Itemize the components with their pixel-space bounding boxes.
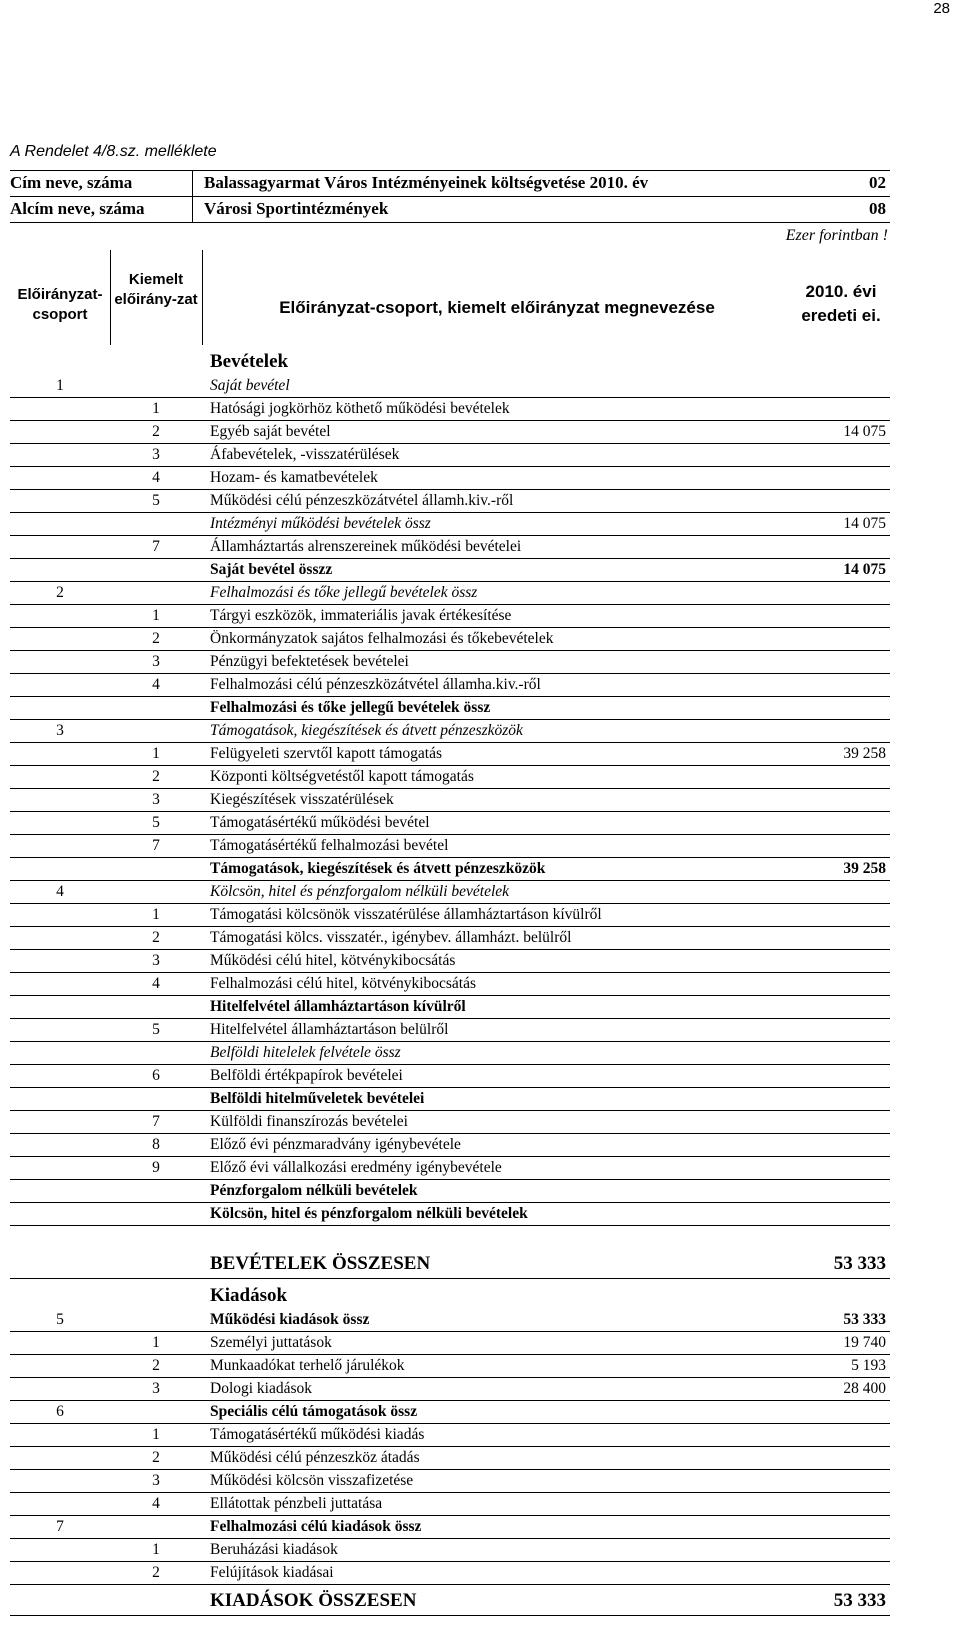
table-row xyxy=(10,467,890,490)
item-number: 2 xyxy=(152,423,160,440)
item-amount: 14 075 xyxy=(843,515,886,532)
item-number: 6 xyxy=(152,1067,160,1084)
table-row xyxy=(10,1065,890,1088)
item-name: Működési célú pénzeszköz átadás xyxy=(210,1449,420,1466)
table-row xyxy=(10,651,890,674)
table-row xyxy=(10,582,890,605)
item-name: Működési célú pénzeszközátvétel államh.kiv.-ről xyxy=(210,492,514,509)
item-amount: 53 333 xyxy=(833,1590,886,1611)
item-name: Támogatásértékű működési kiadás xyxy=(210,1426,425,1443)
item-name: Működési kölcsön visszafizetése xyxy=(210,1472,414,1489)
col-name-header: Előirányzat-csoport, kiemelt előirányzat megnevezése xyxy=(279,298,715,317)
subtitle-value: Városi Sportintézmények xyxy=(204,199,389,218)
table-row xyxy=(10,1111,890,1134)
item-number: 3 xyxy=(152,952,160,969)
item-number: 5 xyxy=(152,1021,160,1038)
group-number: 5 xyxy=(56,1311,64,1328)
item-name: Kölcsön, hitel és pénzforgalom nélküli bevételek xyxy=(210,1205,528,1222)
group-number: 1 xyxy=(56,377,64,394)
page-number: 28 xyxy=(933,0,950,17)
item-name: Munkaadókat terhelő járulékok xyxy=(210,1357,405,1374)
item-name: Kölcsön, hitel és pénzforgalom nélküli bevételek xyxy=(210,883,510,900)
item-number: 2 xyxy=(152,630,160,647)
title-code: 02 xyxy=(869,173,886,192)
table-row xyxy=(10,858,890,881)
table-row xyxy=(10,1447,890,1470)
table-row xyxy=(10,1226,890,1248)
item-number: 8 xyxy=(152,1136,160,1153)
table-row xyxy=(10,1309,890,1332)
table-row xyxy=(10,1562,890,1585)
item-name: Felügyeleti szervtől kapott támogatás xyxy=(210,745,443,762)
item-name: Belföldi hitelműveletek bevételei xyxy=(210,1090,425,1107)
item-name: Saját bevétel összz xyxy=(210,561,333,578)
table-row xyxy=(10,1332,890,1355)
table-row xyxy=(10,1424,890,1447)
item-amount: 14 075 xyxy=(843,561,886,578)
item-name: Államháztartás alrenszereinek működési bevételei xyxy=(210,538,522,555)
item-name: Intézményi működési bevételek össz xyxy=(210,515,431,532)
item-name: Kiadások xyxy=(210,1285,288,1306)
item-amount: 5 193 xyxy=(851,1357,886,1374)
item-number: 7 xyxy=(152,1113,160,1130)
table-row xyxy=(10,1248,890,1279)
item-name: Speciális célú támogatások össz xyxy=(210,1403,418,1420)
item-number: 7 xyxy=(152,837,160,854)
item-amount: 39 258 xyxy=(843,860,886,877)
group-number: 3 xyxy=(56,722,64,739)
item-name: Működési célú hitel, kötvénykibocsátás xyxy=(210,952,456,969)
table-row xyxy=(10,1279,890,1309)
table-row xyxy=(10,1539,890,1562)
table-row xyxy=(10,1088,890,1111)
item-name: Felhalmozási célú hitel, kötvénykibocsátás xyxy=(210,975,477,992)
table-row xyxy=(10,1180,890,1203)
item-number: 3 xyxy=(152,1380,160,1397)
item-number: 4 xyxy=(152,676,160,693)
item-name: BEVÉTELEK ÖSSZESEN xyxy=(210,1253,431,1274)
item-number: 2 xyxy=(152,1357,160,1374)
subtitle-code: 08 xyxy=(869,199,886,218)
table-row xyxy=(10,1470,890,1493)
table-row xyxy=(10,1042,890,1065)
item-name: Hitelfelvétel államháztartáson belülről xyxy=(210,1021,449,1038)
item-number: 3 xyxy=(152,791,160,808)
table-row xyxy=(10,1203,890,1226)
item-name: Felhalmozási célú kiadások össz xyxy=(210,1518,422,1535)
item-number: 2 xyxy=(152,1564,160,1581)
item-name: Saját bevétel xyxy=(210,377,290,394)
item-name: KIADÁSOK ÖSSZESEN xyxy=(210,1590,417,1611)
item-number: 7 xyxy=(152,538,160,555)
item-number: 4 xyxy=(152,1495,160,1512)
table-row xyxy=(10,628,890,651)
unit-note: Ezer forintban ! xyxy=(785,227,888,244)
item-number: 3 xyxy=(152,446,160,463)
group-number: 6 xyxy=(56,1403,64,1420)
item-name: Támogatásértékű felhalmozási bevétel xyxy=(210,837,449,854)
table-row xyxy=(10,421,890,444)
table-row xyxy=(10,559,890,582)
table-row xyxy=(10,927,890,950)
table-row xyxy=(10,1378,890,1401)
table-row xyxy=(10,720,890,743)
item-name: Központi költségvetéstől kapott támogatás xyxy=(210,768,474,785)
table-row xyxy=(10,674,890,697)
item-name: Belföldi értékpapírok bevételei xyxy=(210,1067,403,1084)
table-row xyxy=(10,835,890,858)
table-row xyxy=(10,1585,890,1616)
table-row xyxy=(10,513,890,536)
table-row xyxy=(10,375,890,398)
item-name: Támogatások, kiegészítések és átvett pénzeszközök xyxy=(210,722,523,739)
table-row xyxy=(10,743,890,766)
item-name: Támogatások, kiegészítések és átvett pénzeszközök xyxy=(210,860,546,877)
item-number: 2 xyxy=(152,1449,160,1466)
item-name: Tárgyi eszközök, immateriális javak értékesítése xyxy=(210,607,512,624)
col-divider xyxy=(110,250,111,345)
item-name: Ellátottak pénzbeli juttatása xyxy=(210,1495,383,1512)
table-row xyxy=(10,904,890,927)
table-row xyxy=(10,996,890,1019)
table-row xyxy=(10,605,890,628)
col-divider xyxy=(202,250,203,345)
table-row xyxy=(10,1401,890,1424)
subtitle-row xyxy=(10,197,890,223)
table-row xyxy=(10,398,890,421)
item-number: 1 xyxy=(152,745,160,762)
item-name: Felhalmozási és tőke jellegű bevételek össz xyxy=(210,584,478,601)
item-amount: 28 400 xyxy=(843,1380,886,1397)
col-amount-header: 2010. évi eredeti ei. xyxy=(801,282,881,325)
item-number: 3 xyxy=(152,1472,160,1489)
item-amount: 53 333 xyxy=(843,1311,886,1328)
item-number: 9 xyxy=(152,1159,160,1176)
annex-label: A Rendelet 4/8.sz. melléklete xyxy=(10,143,217,160)
table-row xyxy=(10,1157,890,1180)
table-row xyxy=(10,345,890,375)
item-amount: 14 075 xyxy=(843,423,886,440)
table-row xyxy=(10,1019,890,1042)
item-number: 5 xyxy=(152,814,160,831)
item-number: 4 xyxy=(152,469,160,486)
item-name: Pénzügyi befektetések bevételei xyxy=(210,653,409,670)
item-name: Pénzforgalom nélküli bevételek xyxy=(210,1182,418,1199)
group-number: 2 xyxy=(56,584,64,601)
subtitle-label: Alcím neve, száma xyxy=(10,199,145,218)
item-name: Előző évi vállalkozási eredmény igénybevétele xyxy=(210,1159,502,1176)
item-name: Hatósági jogkörhöz köthető működési bevételek xyxy=(210,400,510,417)
item-name: Hozam- és kamatbevételek xyxy=(210,469,378,486)
header-divider xyxy=(192,170,193,222)
item-number: 1 xyxy=(152,607,160,624)
table-row xyxy=(10,490,890,513)
table-row xyxy=(10,444,890,467)
item-name: Áfabevételek, -visszatérülések xyxy=(210,446,400,463)
item-number: 3 xyxy=(152,653,160,670)
item-number: 1 xyxy=(152,1541,160,1558)
table-row xyxy=(10,1134,890,1157)
item-name: Előző évi pénzmaradvány igénybevétele xyxy=(210,1136,461,1153)
item-number: 2 xyxy=(152,768,160,785)
item-name: Támogatási kölcs. visszatér., igénybev. államházt. belülről xyxy=(210,929,572,946)
item-name: Beruházási kiadások xyxy=(210,1541,338,1558)
item-name: Dologi kiadások xyxy=(210,1380,313,1397)
item-name: Felhalmozási és tőke jellegű bevételek össz xyxy=(210,699,491,716)
item-name: Külföldi finanszírozás bevételei xyxy=(210,1113,408,1130)
item-number: 1 xyxy=(152,906,160,923)
item-number: 1 xyxy=(152,1334,160,1351)
item-amount: 19 740 xyxy=(843,1334,886,1351)
table-row xyxy=(10,1493,890,1516)
item-name: Egyéb saját bevétel xyxy=(210,423,331,440)
item-name: Hitelfelvétel államháztartáson kívülről xyxy=(210,998,466,1015)
table-row xyxy=(10,812,890,835)
title-value: Balassagyarmat Város Intézményeinek költségvetése 2010. év xyxy=(204,173,649,192)
table-row xyxy=(10,950,890,973)
item-number: 5 xyxy=(152,492,160,509)
item-name: Felhalmozási célú pénzeszközátvétel államha.kiv.-ről xyxy=(210,676,541,693)
title-label: Cím neve, száma xyxy=(10,173,133,192)
table-row xyxy=(10,1355,890,1378)
group-number: 4 xyxy=(56,883,64,900)
table-row xyxy=(10,1516,890,1539)
table-row xyxy=(10,881,890,904)
item-name: Felújítások kiadásai xyxy=(210,1564,334,1581)
table-row xyxy=(10,697,890,720)
item-name: Támogatásértékű működési bevétel xyxy=(210,814,430,831)
item-number: 4 xyxy=(152,975,160,992)
table-row xyxy=(10,536,890,559)
title-row xyxy=(10,170,890,197)
table-row xyxy=(10,973,890,996)
item-name: Kiegészítések visszatérülések xyxy=(210,791,394,808)
item-number: 1 xyxy=(152,400,160,417)
table-row xyxy=(10,766,890,789)
item-name: Önkormányzatok sajátos felhalmozási és tőkebevételek xyxy=(210,630,554,647)
item-name: Bevételek xyxy=(210,351,289,372)
col-highlighted-header: Kiemelt előirány-zat xyxy=(114,271,198,308)
item-name: Belföldi hitelelek felvétele össz xyxy=(210,1044,401,1061)
table-row xyxy=(10,789,890,812)
group-number: 7 xyxy=(56,1518,64,1535)
column-headers xyxy=(10,250,890,345)
item-amount: 39 258 xyxy=(843,745,886,762)
item-name: Személyi juttatások xyxy=(210,1334,332,1351)
item-number: 1 xyxy=(152,1426,160,1443)
item-number: 2 xyxy=(152,929,160,946)
item-name: Támogatási kölcsönök visszatérülése államháztartáson kívülről xyxy=(210,906,602,923)
budget-table xyxy=(10,345,890,1616)
item-amount: 53 333 xyxy=(833,1253,886,1274)
col-group-header: Előirányzat-csoport xyxy=(17,286,103,323)
item-name: Működési kiadások össz xyxy=(210,1311,370,1328)
